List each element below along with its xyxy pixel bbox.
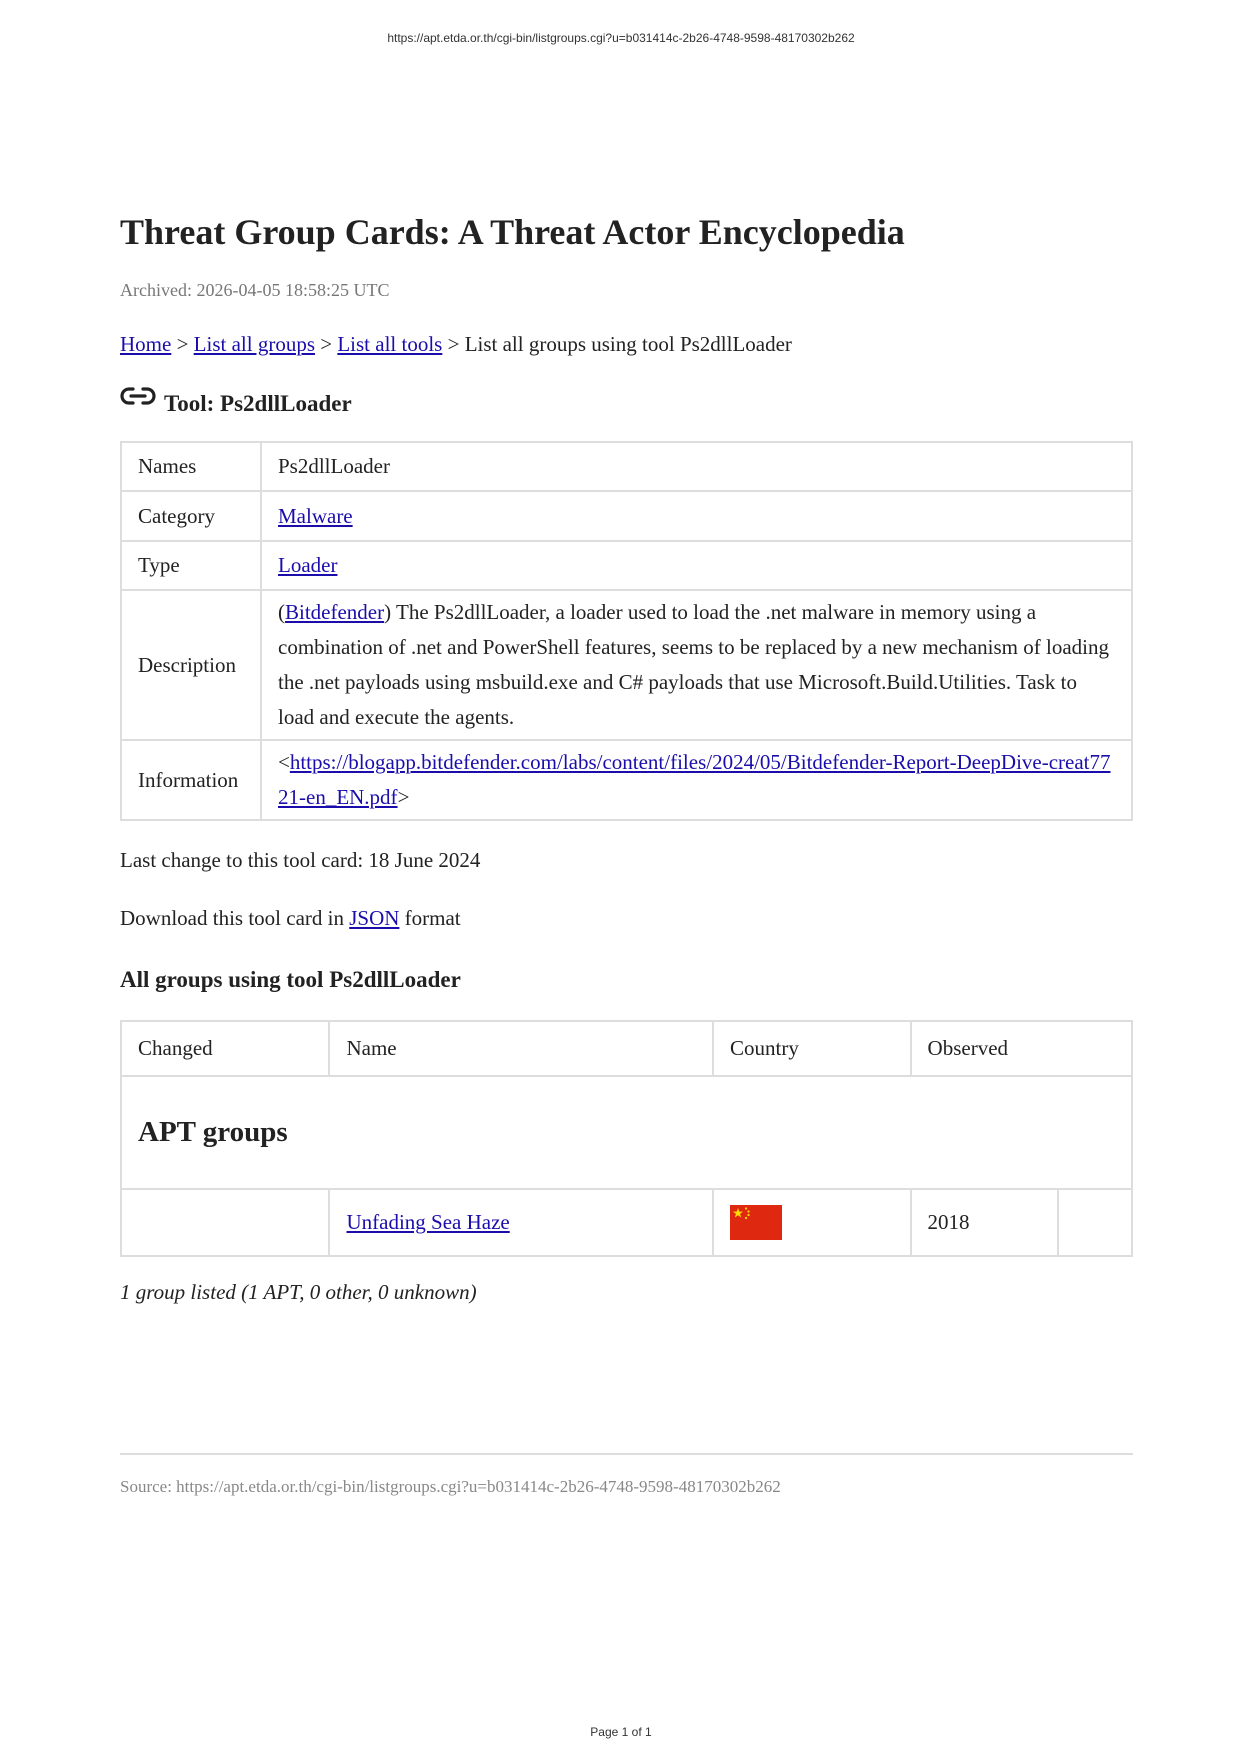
description-text: ) The Ps2dllLoader, a loader used to load the .net malware in memory using a combination of .net and PowerShell features, seems to be replaced by a new mechanism of loading the .net payloads using msbuild.exe and C# payloads that use Microsoft.Build.Utilities. Task to load and execute the agents.	[278, 600, 1109, 729]
description-source-link[interactable]: Bitdefender	[285, 600, 385, 624]
download-text-after: format	[399, 906, 461, 930]
breadcrumb	[120, 330, 1133, 358]
table-header-row	[121, 1021, 1132, 1076]
groups-section-title: All groups using tool Ps2dllLoader	[120, 967, 461, 992]
category-label: Category	[121, 491, 261, 541]
link-icon	[120, 384, 156, 408]
name-cell	[329, 1189, 713, 1256]
information-close: >	[397, 785, 410, 809]
table-row	[121, 590, 1132, 740]
names-label: Names	[121, 442, 261, 491]
header-name: Name	[329, 1021, 713, 1076]
table-row	[121, 740, 1132, 820]
main-content	[120, 210, 1133, 1306]
page-number: Page 1 of 1	[590, 1725, 652, 1739]
tool-title: Tool: Ps2dllLoader	[164, 391, 352, 416]
table-row	[121, 442, 1132, 491]
breadcrumb-separator: >	[315, 332, 338, 356]
breadcrumb-current: List all groups using tool Ps2dllLoader	[464, 332, 792, 356]
country-cell	[713, 1189, 911, 1256]
information-label: Information	[121, 740, 261, 820]
table-row	[121, 1189, 1132, 1256]
extra-cell	[1058, 1189, 1132, 1256]
breadcrumb-tools-link[interactable]: List all tools	[337, 332, 443, 356]
tool-info-table	[120, 441, 1133, 821]
breadcrumb-home-link[interactable]: Home	[120, 332, 172, 356]
groups-summary: 1 group listed (1 APT, 0 other, 0 unknown)	[120, 1280, 477, 1304]
breadcrumb-groups-link[interactable]: List all groups	[193, 332, 315, 356]
table-row	[121, 491, 1132, 541]
group-name-link[interactable]: Unfading Sea Haze	[346, 1210, 510, 1234]
category-cell	[261, 491, 1132, 541]
china-flag-icon	[730, 1205, 782, 1240]
type-cell	[261, 541, 1132, 590]
category-link[interactable]: Malware	[278, 503, 353, 528]
groups-table	[120, 1020, 1133, 1257]
page-title: Threat Group Cards: A Threat Actor Encyclopedia	[120, 212, 905, 252]
observed-cell: 2018	[911, 1189, 1059, 1256]
table-row	[121, 541, 1132, 590]
breadcrumb-separator: >	[171, 332, 194, 356]
names-value: Ps2dllLoader	[261, 442, 1132, 491]
changed-cell	[121, 1189, 329, 1256]
header-changed: Changed	[121, 1021, 329, 1076]
tool-heading	[120, 384, 1133, 420]
description-open-paren: (	[278, 600, 285, 624]
table-section-row	[121, 1076, 1132, 1189]
json-download-link[interactable]: JSON	[349, 906, 400, 930]
footer-divider	[120, 1453, 1133, 1455]
type-label: Type	[121, 541, 261, 590]
type-link[interactable]: Loader	[278, 553, 338, 577]
apt-groups-heading: APT groups	[121, 1076, 1132, 1189]
last-change-text: Last change to this tool card: 18 June 2024	[120, 848, 481, 872]
download-text-before: Download this tool card in	[120, 906, 350, 930]
header-country: Country	[713, 1021, 911, 1076]
information-cell	[261, 740, 1132, 820]
information-open: <	[278, 750, 290, 774]
print-header-url: https://apt.etda.or.th/cgi-bin/listgroups.cgi?u=b031414c-2b26-4748-9598-48170302b262	[387, 31, 855, 45]
information-link[interactable]: https://blogapp.bitdefender.com/labs/content/files/2024/05/Bitdefender-Report-DeepDive-creat7721-en_EN.pdf	[278, 750, 1111, 809]
archived-timestamp: Archived: 2026-04-05 18:58:25 UTC	[120, 280, 390, 300]
download-line	[120, 904, 1133, 932]
header-observed: Observed	[911, 1021, 1132, 1076]
source-url: Source: https://apt.etda.or.th/cgi-bin/listgroups.cgi?u=b031414c-2b26-4748-9598-48170302b262	[120, 1477, 781, 1496]
breadcrumb-separator: >	[442, 332, 465, 356]
description-label: Description	[121, 590, 261, 740]
description-cell	[261, 590, 1132, 740]
